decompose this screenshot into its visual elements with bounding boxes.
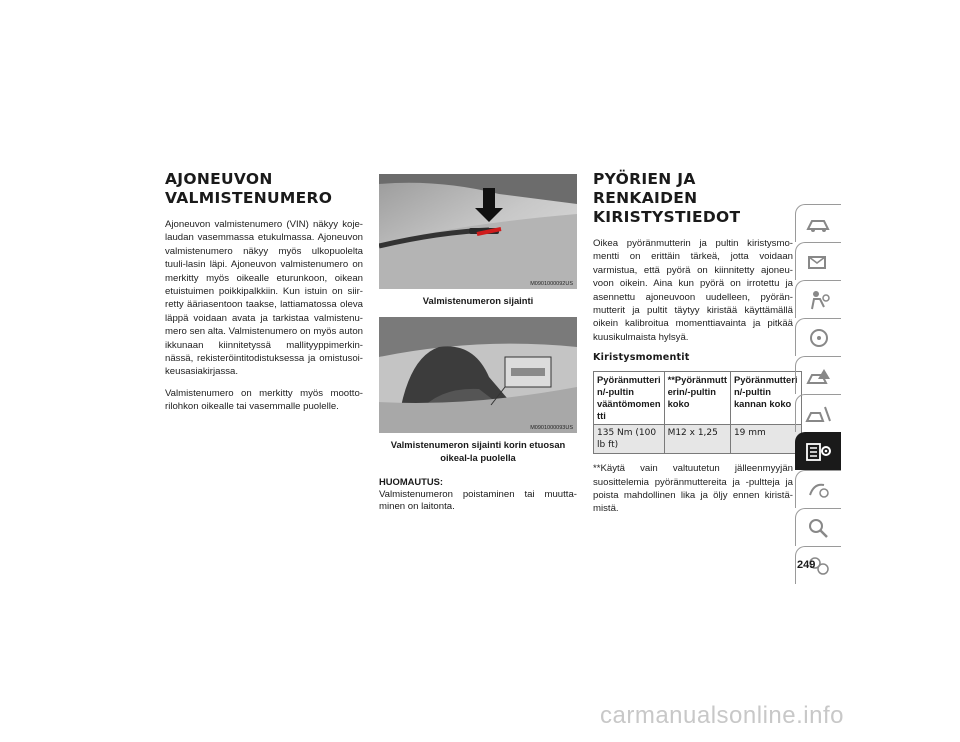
figures-column xyxy=(379,170,577,514)
torque-footnote: **Käytä vain valtuutetun jälleenmyyjän suosittelemia pyöränmuttereita ja -pultteja ja poista mahdollinen lika ja öljy ennen kiristä-mistä. xyxy=(593,463,793,515)
torque-paragraph: Oikea pyöränmutterin ja pultin kiristysmo-mentti on erittäin tärkeä, jotta voidaan varmistua, että pyörä on kiinnitetty ajoneu-voon oikein. Aina kun pyörä on irrotettu ja asennettu ajoneuvoon uudelleen, pyörän-mutterit ja pultit täytyy kiristää käyttämällä oikein kalibroitua momenttiavainta ja pitkää kuusikulmaista hylsyä. xyxy=(593,238,793,343)
spec-settings-icon xyxy=(804,439,834,465)
person-airbag-icon xyxy=(804,287,834,313)
table-cell: 19 mm xyxy=(730,425,801,454)
table-header: **Pyöränmutt erin/-pultin koko xyxy=(664,372,730,425)
seat-illustration xyxy=(379,317,577,433)
table-row xyxy=(594,425,802,454)
vin-paragraph-2: Valmistenumero on merkitty myös mootto-rilohkon oikealle tai vasemmalle puolelle. xyxy=(165,387,363,413)
table-header-row xyxy=(594,372,802,425)
steering-wheel-icon xyxy=(804,325,834,351)
car-warning-icon xyxy=(804,363,834,389)
car-tools-icon xyxy=(804,401,834,427)
vin-dashboard-photo xyxy=(379,174,577,289)
table-header: Pyöränmutteri n/-pultin vääntömomen tti xyxy=(594,372,665,425)
note-heading: HUOMAUTUS: xyxy=(379,476,444,488)
dashboard-illustration xyxy=(379,174,577,289)
table-header: Pyöränmutteri n/-pultin kannan koko xyxy=(730,372,801,425)
torque-table xyxy=(593,371,802,454)
tab-car-warning[interactable] xyxy=(795,356,841,394)
tab-spec-settings[interactable] xyxy=(795,432,841,470)
search-icon xyxy=(804,515,834,541)
figure-caption: Valmistenumeron sijainti korin etuosan oikeal-la puolella xyxy=(390,439,566,463)
table-cell: M12 x 1,25 xyxy=(664,425,730,454)
tab-car-mail[interactable] xyxy=(795,242,841,280)
figure-caption: Valmistenumeron sijainti xyxy=(422,295,534,306)
vin-seat-photo xyxy=(379,317,577,433)
note-text: Valmistenumeron poistaminen tai muutta-minen on laitonta. xyxy=(379,488,577,513)
tab-search[interactable] xyxy=(795,508,841,546)
tab-person-airbag[interactable] xyxy=(795,280,841,318)
tab-steering-wheel[interactable] xyxy=(795,318,841,356)
torque-title: PYÖRIEN JA RENKAIDEN KIRISTYSTIEDOT xyxy=(593,170,741,226)
vin-paragraph-1: Ajoneuvon valmistenumero (VIN) näkyy koje-laudan vasemmassa etukulmassa. Ajoneuvon valmistenumero näkyy myös ulkopuolelta tuuli-lasin läpi. Ajoneuvon valmistenumero on merkitty myös oikealle eturunkoon, oikean etuistuimen poikkipalkkiin. Kun istuin on siir-retty ääriasentoon taakse, lattiamatossa oleva läppä voidaan avata ja tarkistaa valmistenu-mero sen alta. Valmistenumero on myös auton ikkunaan kiinnitetyssä mallityyppimerkin-nässä, rekisteröintitodistuksessa ja omistusoi-keusasiakirjassa. xyxy=(165,219,363,378)
page-number: 249 xyxy=(797,559,816,571)
watermark: carmanualsonline.info xyxy=(600,702,844,729)
car-dashboard-icon xyxy=(804,211,834,237)
car-mail-icon xyxy=(804,249,834,275)
vin-title: AJONEUVON VALMISTENUMERO xyxy=(165,170,333,207)
chapter-tabs xyxy=(795,204,841,584)
torque-subheading: Kiristysmomentit xyxy=(593,352,690,364)
figure-code: M0901000092US xyxy=(530,281,573,287)
table-cell: 135 Nm (100 lb ft) xyxy=(594,425,665,454)
tab-car-service[interactable] xyxy=(795,470,841,508)
vin-section xyxy=(165,170,363,422)
torque-section xyxy=(593,170,798,524)
car-service-icon xyxy=(804,477,834,503)
tab-car-tools[interactable] xyxy=(795,394,841,432)
tab-car-dashboard[interactable] xyxy=(795,204,841,242)
figure-code: M0901000093US xyxy=(530,425,573,432)
